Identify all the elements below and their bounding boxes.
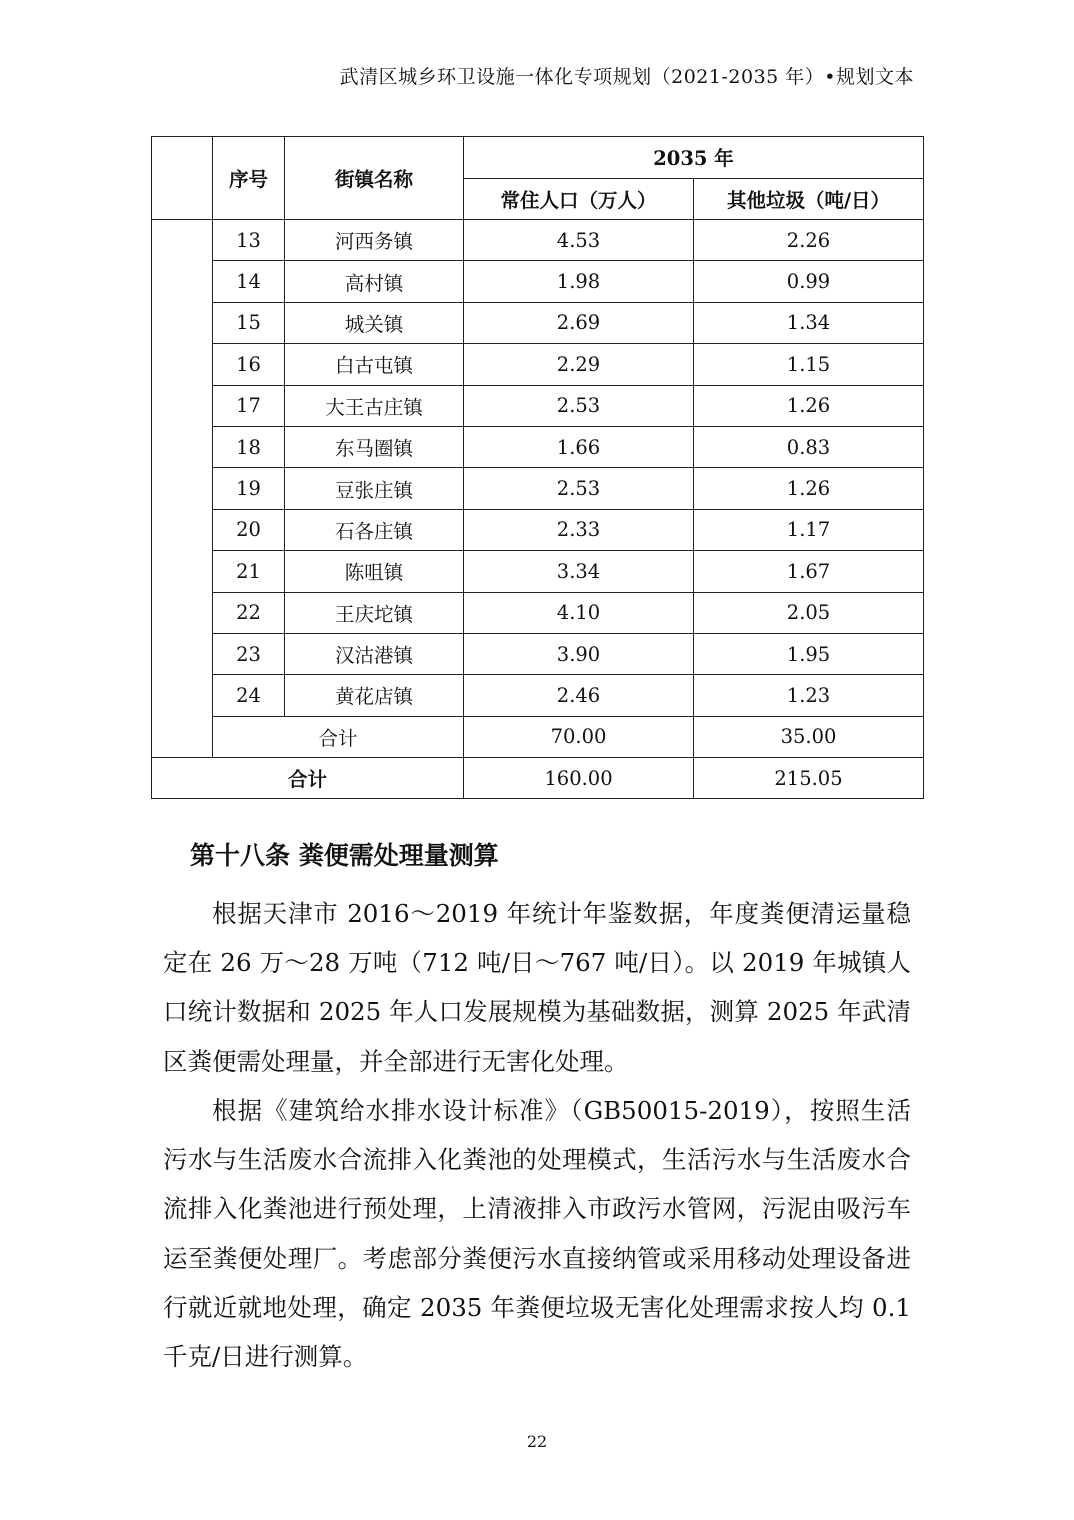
table-header-row-1 — [152, 137, 924, 179]
row-town-name: 白古屯镇 — [285, 344, 464, 385]
row-population: 3.90 — [464, 633, 694, 674]
table-row — [152, 220, 924, 261]
total-row — [152, 758, 924, 799]
row-index: 14 — [213, 261, 285, 302]
row-population: 4.53 — [464, 220, 694, 261]
row-town-name: 石各庄镇 — [285, 509, 464, 550]
row-other-waste: 1.95 — [694, 633, 924, 674]
row-town-name: 陈咀镇 — [285, 551, 464, 592]
row-town-name: 大王古庄镇 — [285, 385, 464, 426]
row-other-waste: 1.26 — [694, 385, 924, 426]
population-waste-table — [151, 136, 924, 799]
row-town-name: 东马圈镇 — [285, 426, 464, 467]
row-population: 2.53 — [464, 468, 694, 509]
header-town-name: 街镇名称 — [285, 137, 464, 220]
row-index: 23 — [213, 633, 285, 674]
table-row — [152, 592, 924, 633]
table-row — [152, 302, 924, 343]
row-population: 1.66 — [464, 426, 694, 467]
table-row — [152, 261, 924, 302]
row-index: 18 — [213, 426, 285, 467]
table-row — [152, 468, 924, 509]
subtotal-population: 70.00 — [464, 716, 694, 757]
header-other-waste: 其他垃圾（吨/日） — [694, 178, 924, 220]
row-index: 20 — [213, 509, 285, 550]
table-row — [152, 509, 924, 550]
row-index: 19 — [213, 468, 285, 509]
row-town-name: 城关镇 — [285, 302, 464, 343]
total-other-waste: 215.05 — [694, 758, 924, 799]
row-other-waste: 1.26 — [694, 468, 924, 509]
row-other-waste: 0.99 — [694, 261, 924, 302]
running-header: 武清区城乡环卫设施一体化专项规划（2021-2035 年）•规划文本 — [339, 66, 914, 88]
row-population: 2.69 — [464, 302, 694, 343]
row-index: 24 — [213, 675, 285, 716]
row-other-waste: 1.67 — [694, 551, 924, 592]
row-population: 2.53 — [464, 385, 694, 426]
page-number: 22 — [526, 1432, 548, 1451]
row-other-waste: 0.83 — [694, 426, 924, 467]
row-other-waste: 2.05 — [694, 592, 924, 633]
body-paragraph-2: 根据《建筑给水排水设计标准》（GB50015-2019），按照生活污水与生活废水合流排入化粪池的处理模式，生活污水与生活废水合流排入化粪池进行预处理，上清液排入市政污水管网，污泥由吸污车运至粪便处理厂。考虑部分粪便污水直接纳管或采用移动处理设备进行就近就地处理，确定 2035 年粪便垃圾无害化处理需求按人均 0.1 千克/日进行测算。 — [163, 1096, 911, 1372]
row-index: 16 — [213, 344, 285, 385]
row-population: 2.33 — [464, 509, 694, 550]
row-index: 17 — [213, 385, 285, 426]
row-population: 1.98 — [464, 261, 694, 302]
table-row — [152, 426, 924, 467]
row-index: 22 — [213, 592, 285, 633]
body-paragraph-1: 根据天津市 2016～2019 年统计年鉴数据，年度粪便清运量稳定在 26 万～28 万吨（712 吨/日～767 吨/日）。以 2019 年城镇人口统计数据和 2025 年人口发展规模为基础数据，测算 2025 年武清区粪便需处理量，并全部进行无害化处理。 — [163, 899, 911, 1076]
row-town-name: 汉沽港镇 — [285, 633, 464, 674]
row-town-name: 黄花店镇 — [285, 675, 464, 716]
table-row — [152, 385, 924, 426]
row-town-name: 河西务镇 — [285, 220, 464, 261]
total-label: 合计 — [152, 758, 464, 799]
row-other-waste: 1.23 — [694, 675, 924, 716]
row-population: 3.34 — [464, 551, 694, 592]
table-row — [152, 633, 924, 674]
row-town-name: 豆张庄镇 — [285, 468, 464, 509]
row-population: 2.29 — [464, 344, 694, 385]
row-index: 21 — [213, 551, 285, 592]
row-other-waste: 1.34 — [694, 302, 924, 343]
header-index: 序号 — [213, 137, 285, 220]
subtotal-other-waste: 35.00 — [694, 716, 924, 757]
row-other-waste: 1.17 — [694, 509, 924, 550]
header-year: 2035 年 — [464, 137, 924, 179]
total-population: 160.00 — [464, 758, 694, 799]
row-town-name: 高村镇 — [285, 261, 464, 302]
table-row — [152, 344, 924, 385]
row-index: 15 — [213, 302, 285, 343]
section-heading: 第十八条 粪便需处理量测算 — [190, 841, 499, 870]
row-town-name: 王庆坨镇 — [285, 592, 464, 633]
row-index: 13 — [213, 220, 285, 261]
table-row — [152, 551, 924, 592]
row-other-waste: 1.15 — [694, 344, 924, 385]
header-population: 常住人口（万人） — [464, 178, 694, 220]
blank-category-cell — [152, 137, 213, 220]
row-population: 2.46 — [464, 675, 694, 716]
subtotal-row — [152, 716, 924, 757]
row-other-waste: 2.26 — [694, 220, 924, 261]
table-row — [152, 675, 924, 716]
subtotal-label: 合计 — [213, 716, 464, 757]
category-cell — [152, 220, 213, 758]
row-population: 4.10 — [464, 592, 694, 633]
